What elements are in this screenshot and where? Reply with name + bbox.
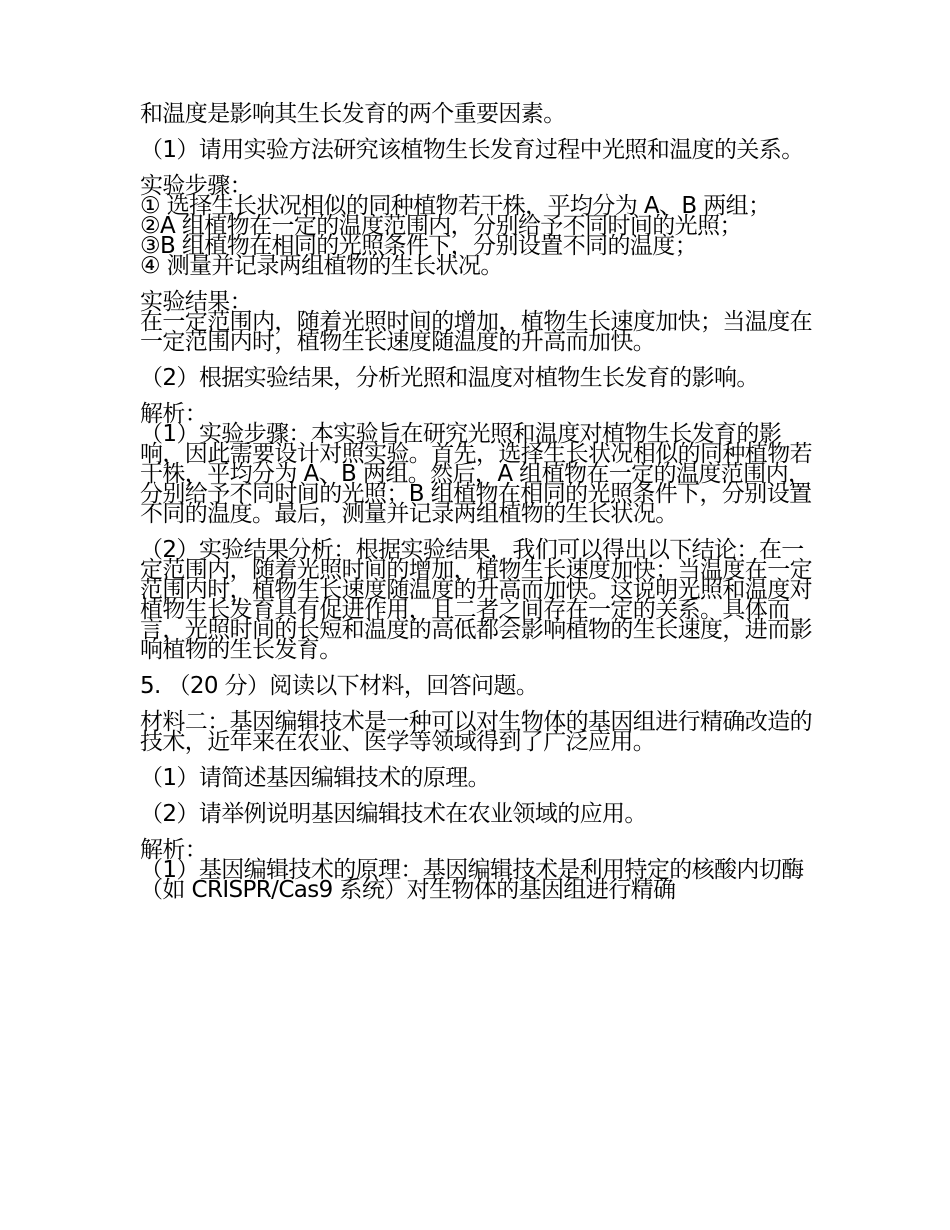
document-body [140, 101, 820, 916]
analysis-heading: 解析： [140, 401, 208, 427]
question-5-title-text: 5. （20 分）阅读以下材料，回答问题。 [140, 673, 539, 699]
experiment-steps [140, 173, 820, 279]
results-text: 在一定范围内，随着光照时间的增加，植物生长速度加快；当温度在一定范围内时，植物生长速度随温度的升高而加快。 [140, 309, 813, 355]
question-4-1-text: （1）请用实验方法研究该植物生长发育过程中光照和温度的关系。 [140, 137, 804, 163]
analysis-paragraph: （1）实验步骤：本实验旨在研究光照和温度对植物生长发育的影响，因此需要设计对照实验。首先，选择生长状况相似的同种植物若干株，平均分为 A、B 两组。然后，A 组植物在一定的温度范围内，分别给予不同时间的光照；B 组植物在相同的光照条件下，分别设置不同的温度。最后，测量并记录两组植物的生长状况。 [140, 421, 813, 527]
analysis-paragraph: （1）基因编辑技术的原理：基因编辑技术是利用特定的核酸内切酶（如 CRISPR/Cas9 系统）对生物体的基因组进行精确 [140, 857, 804, 903]
question-5-1 [140, 765, 820, 791]
step-item: ②A 组植物在一定的温度范围内，分别给予不同时间的光照； [140, 213, 742, 239]
analysis-heading: 解析： [140, 837, 208, 863]
material-2-text: 材料二：基因编辑技术是一种可以对生物体的基因组进行精确改造的技术，近年来在农业、医学等领域得到了广泛应用。 [140, 709, 813, 755]
analysis-paragraph: （2）实验结果分析：根据实验结果，我们可以得出以下结论：在一定范围内，随着光照时间的增加，植物生长速度加快；当温度在一定范围内时，植物生长速度随温度的升高而加快。这说明光照和温度对植物生长发育具有促进作用，且二者之间存在一定的关系。具体而言，光照时间的长短和温度的高低都会影响植物的生长速度，进而影响植物的生长发育。 [140, 537, 813, 663]
question-4-1 [140, 137, 820, 163]
question-5-title [140, 673, 820, 699]
results-heading: 实验结果： [140, 289, 253, 315]
question-4-2 [140, 365, 820, 391]
analysis-4-part2 [140, 537, 820, 663]
step-item: ① 选择生长状况相似的同种植物若干株，平均分为 A、B 两组； [140, 193, 771, 219]
step-item: ④ 测量并记录两组植物的生长状况。 [140, 253, 503, 279]
intro-paragraph [140, 101, 820, 127]
question-5-1-text: （1）请简述基因编辑技术的原理。 [140, 765, 491, 791]
step-item: ③B 组植物在相同的光照条件下，分别设置不同的温度； [140, 233, 698, 259]
analysis-4-part1 [140, 401, 820, 527]
steps-heading: 实验步骤： [140, 173, 253, 199]
analysis-5 [140, 837, 820, 903]
question-4-2-text: （2）根据实验结果，分析光照和温度对植物生长发育的影响。 [140, 365, 759, 391]
question-5-2-text: （2）请举例说明基因编辑技术在农业领域的应用。 [140, 801, 647, 827]
material-2 [140, 709, 820, 755]
intro-text: 和温度是影响其生长发育的两个重要因素。 [140, 101, 566, 127]
experiment-results [140, 289, 820, 355]
question-5-2 [140, 801, 820, 827]
